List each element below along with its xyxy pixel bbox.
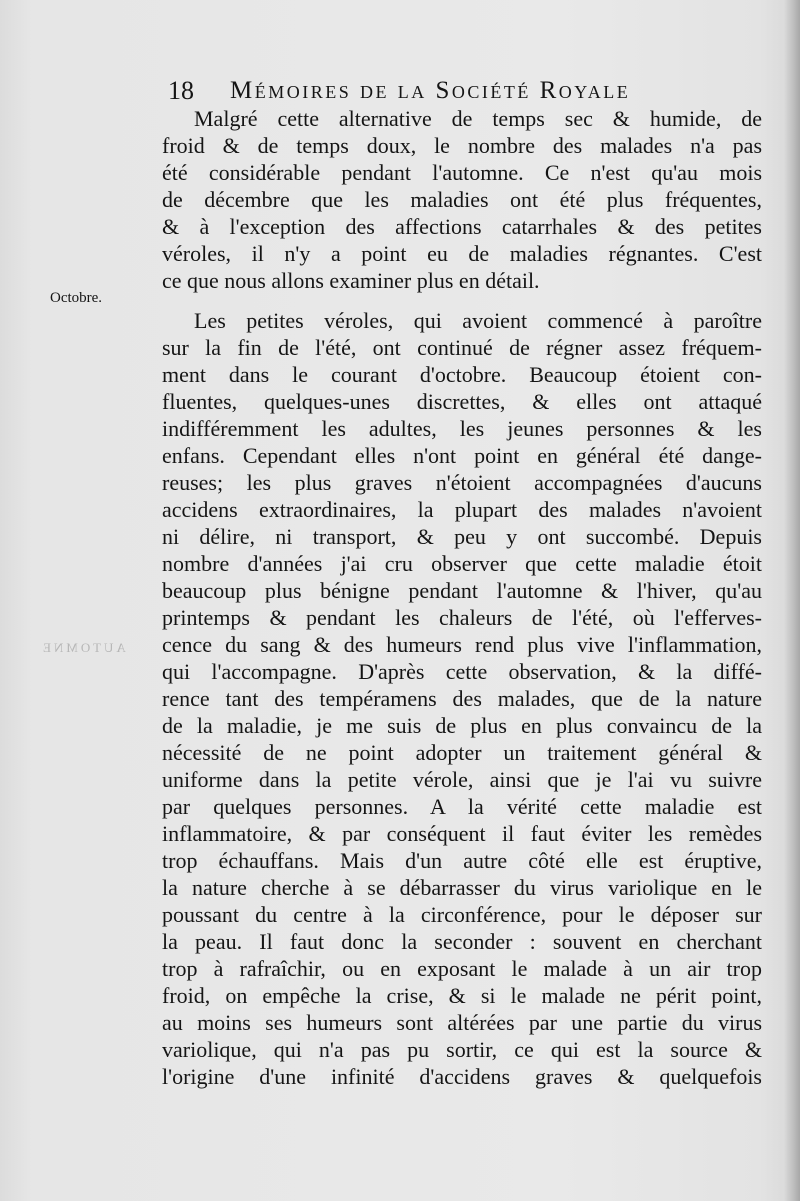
text-line: trop échauffans. Mais d'un autre côté elle est éruptive,	[162, 848, 762, 873]
text-line: par quelques personnes. A la vérité cette maladie est	[162, 794, 762, 819]
bleed-through-text: AUTOMNE	[40, 640, 126, 655]
text-line: fluentes, quelques-unes discrettes, & elles ont attaqué	[162, 389, 762, 414]
text-line: enfans. Cependant elles n'ont point en général été dange-	[162, 443, 762, 468]
text-line: au moins ses humeurs sont altérées par une partie du virus	[162, 1010, 762, 1035]
text-line: uniforme dans la petite vérole, ainsi que je l'ai vu suivre	[162, 767, 762, 792]
text-line: véroles, il n'y a point eu de maladies régnantes. C'est	[162, 241, 762, 266]
text-line: ni délire, ni transport, & peu y ont succombé. Depuis	[162, 524, 762, 549]
text-line: rence tant des tempéramens des malades, que de la nature	[162, 686, 762, 711]
text-line: qui l'accompagne. D'après cette observation, & la diffé-	[162, 659, 762, 684]
text-line: la peau. Il faut donc la seconder : souvent en cherchant	[162, 929, 762, 954]
text-line: printemps & pendant les chaleurs de l'été, où l'efferves-	[162, 605, 762, 630]
text-line: sur la fin de l'été, ont continué de régner assez fréquem-	[162, 335, 762, 360]
text-line: Malgré cette alternative de temps sec & humide, de	[194, 106, 762, 131]
page-number: 18	[168, 76, 194, 105]
page-header	[168, 73, 708, 109]
text-line: accidens extraordinaires, la plupart des malades n'avoient	[162, 497, 762, 522]
text-line: Les petites véroles, qui avoient commencé à paroître	[194, 308, 762, 333]
running-title: Mémoires de la Société Royale	[230, 77, 631, 104]
text-line: l'origine d'une infinité d'accidens graves & quelquefois	[162, 1064, 762, 1089]
page-spine-shadow	[784, 0, 800, 1201]
text-line: variolique, qui n'a pas pu sortir, ce qui est la source &	[162, 1037, 762, 1062]
text-line: beaucoup plus bénigne pendant l'automne & l'hiver, qu'au	[162, 578, 762, 603]
text-line: nécessité de ne point adopter un traitement général &	[162, 740, 762, 765]
text-line: de la maladie, je me suis de plus en plus convaincu de la	[162, 713, 762, 738]
text-line: été considérable pendant l'automne. Ce n'est qu'au mois	[162, 160, 762, 185]
text-line: cence du sang & des humeurs rend plus vive l'inflammation,	[162, 632, 762, 657]
margin-note: Octobre.	[50, 290, 103, 306]
text-line: reuses; les plus graves n'étoient accompagnées d'aucuns	[162, 470, 762, 495]
text-line: inflammatoire, & par conséquent il faut éviter les remèdes	[162, 821, 762, 846]
text-line: froid, on empêche la crise, & si le malade ne périt point,	[162, 983, 762, 1008]
text-line: la nature cherche à se débarrasser du virus variolique en le	[162, 875, 762, 900]
text-line: ment dans le courant d'octobre. Beaucoup étoient con-	[162, 362, 762, 387]
text-line: indifféremment les adultes, les jeunes personnes & les	[162, 416, 762, 441]
text-line: nombre d'années j'ai cru observer que cette maladie étoit	[162, 551, 762, 576]
text-line: & à l'exception des affections catarrhales & des petites	[162, 214, 762, 239]
text-line: froid & de temps doux, le nombre des malades n'a pas	[162, 133, 762, 158]
text-line: ce que nous allons examiner plus en détail.	[162, 268, 540, 293]
body-text	[162, 105, 762, 1090]
text-line: de décembre que les maladies ont été plus fréquentes,	[162, 187, 762, 212]
text-line: poussant du centre à la circonférence, pour le déposer sur	[162, 902, 762, 927]
text-line: trop à rafraîchir, ou en exposant le malade à un air trop	[162, 956, 762, 981]
